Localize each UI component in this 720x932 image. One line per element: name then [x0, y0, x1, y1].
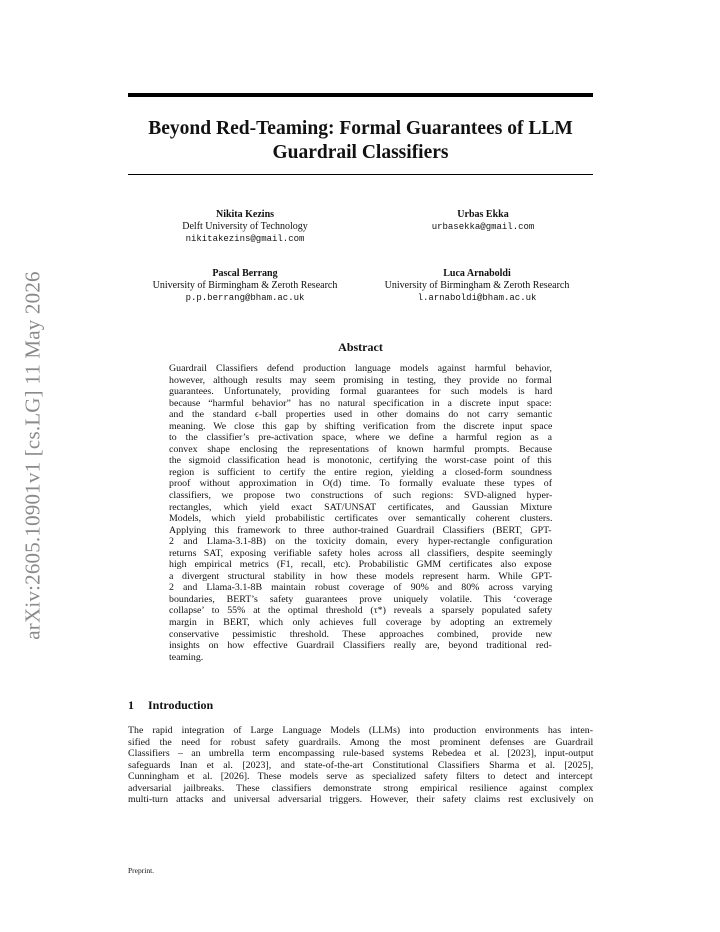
abstract-line: boundaries, BERT’s safety guarantees prove uniquely volatile. This ‘coverage [169, 593, 552, 605]
abstract-line: proof without approximation in O(d) time. To formally evaluate these types of [169, 478, 553, 490]
abstract-line: meaning. We close this gap by shifting verification from the discrete input space [169, 420, 553, 432]
author-name: Luca Arnaboldi [443, 268, 511, 279]
introduction-line: adversarial jailbreaks. These classifiers demonstrate strong empirical resilience against complex [128, 782, 594, 794]
author-affiliation: University of Birmingham & Zeroth Research [152, 280, 338, 291]
abstract-line: to the classifier’s pre-activation space, where we define a harmful region as a [169, 432, 552, 444]
abstract-line: Models, which yield probabilistic certificates over semantically coherent clusters. [169, 513, 553, 525]
abstract-line: classifiers, we propose two constructions of such regions: SVD-aligned hyper- [169, 490, 553, 502]
author-name: Pascal Berrang [212, 268, 278, 279]
abstract-body [169, 363, 552, 663]
section-number: 1 [128, 698, 134, 712]
introduction-body [128, 725, 593, 806]
author-affiliation: Delft University of Technology [182, 221, 308, 232]
introduction-line: sified the need for robust safety guardrails. Among the most prominent defenses are Guardrail [128, 736, 594, 748]
abstract-line: however, although results may seem promising in testing, they provide no formal [169, 374, 552, 386]
author-name: Urbas Ekka [457, 209, 509, 220]
abstract-line: margin in BERT, which only achieves full coverage by adopting an extremely [169, 617, 553, 629]
author-block-3 [130, 268, 360, 304]
preprint-footer: Preprint. [128, 866, 155, 875]
abstract-line: because “harmful behavior” has no natural specification in a discrete input space: [169, 397, 552, 409]
abstract-line: teaming. [169, 651, 204, 663]
abstract-line: Guardrail Classifiers defend production language models against harmful behavior, [169, 363, 552, 374]
abstract-line: 2 and Llama-3.1-8B maintain robust coverage of 90% and 80% across varying [169, 582, 553, 594]
introduction-line: Classifiers – an umbrella term encompassing rule-based systems Rebedea et al. [2023], input-output [128, 748, 594, 760]
title-bottom-rule [128, 174, 593, 175]
abstract-line: a divergent structural stability in how these models represent harm. While GPT- [169, 570, 553, 582]
paper-title-line-2: Guardrail Classifiers [272, 142, 449, 163]
abstract-line: collapse’ to 55% at the optimal threshold (τ*) reveals a sparsely populated safety [169, 605, 553, 617]
paper-title-line-1: Beyond Red-Teaming: Formal Guarantees of LLM [148, 118, 573, 139]
abstract-line: conservative pessimistic threshold. These approaches combined, provide new [169, 628, 553, 640]
introduction-line: safeguards Inan et al. [2023], and state-of-the-art Constitutional Classifiers Sharma et al. [2025], [128, 759, 594, 771]
author-email: l.arnaboldi@bham.ac.uk [417, 293, 537, 303]
introduction-line: Cunningham et al. [2026]. These models serve as specialized safety filters to detect and intercept [128, 771, 593, 783]
abstract-line: Applying this framework to three author-trained Guardrail Classifiers (BERT, GPT- [169, 524, 552, 536]
abstract-line: convex shape enclosing the representations of known harmful prompts. Because [169, 443, 553, 455]
abstract-line: rectangles, which yield exact SAT/UNSAT certificates, and Gaussian Mixture [169, 501, 552, 513]
author-email: p.p.berrang@bham.ac.uk [185, 293, 305, 303]
author-email: nikitakezins@gmail.com [185, 234, 305, 244]
introduction-line: The rapid integration of Large Language Models (LLMs) into production environments has inten- [128, 725, 594, 736]
author-block-4 [362, 268, 592, 304]
abstract-line: insights on how effective Guardrail Classifiers really are, beyond traditional red- [169, 640, 552, 652]
author-block-2 [368, 209, 598, 233]
abstract-line: region is sufficient to certify the entire region, yielding a closed-form soundness [169, 466, 552, 478]
title-top-rule [128, 93, 593, 97]
abstract-line: and the standard ϵ-ball properties used in other domains do not carry semantic [169, 409, 553, 421]
author-block-1 [130, 209, 360, 245]
section-title: Introduction [148, 698, 214, 712]
abstract-line: returns SAT, exposing verifiable safety holes across all classifiers, despite seemingly [169, 547, 553, 559]
paper-title [128, 117, 593, 165]
abstract-heading: Abstract [338, 340, 383, 354]
arxiv-identifier-stamp [18, 255, 48, 655]
abstract-line: high empirical metrics (F1, recall, etc). Probabilistic GMM certificates also expose [169, 559, 552, 571]
abstract-line: 2 and Llama-3.1-8B) on the toxicity domain, every hyper-rectangle configuration [169, 536, 553, 548]
abstract-line: guarantees. Unfortunately, providing formal guarantees for such models is hard [169, 386, 553, 398]
author-email: urbasekka@gmail.com [431, 222, 535, 232]
abstract-line: the sigmoid classification head is monotonic, certifying the worst-case point of this [169, 455, 552, 467]
arxiv-identifier-text: arXiv:2605.10901v1 [cs.LG] 11 May 2026 [20, 270, 45, 640]
introduction-line: multi-turn attacks and universal adversarial triggers. However, their safety claims rest exclusively on [128, 794, 594, 806]
author-name: Nikita Kezins [215, 209, 275, 220]
author-affiliation: University of Birmingham & Zeroth Research [384, 280, 570, 291]
section-heading [128, 698, 593, 713]
